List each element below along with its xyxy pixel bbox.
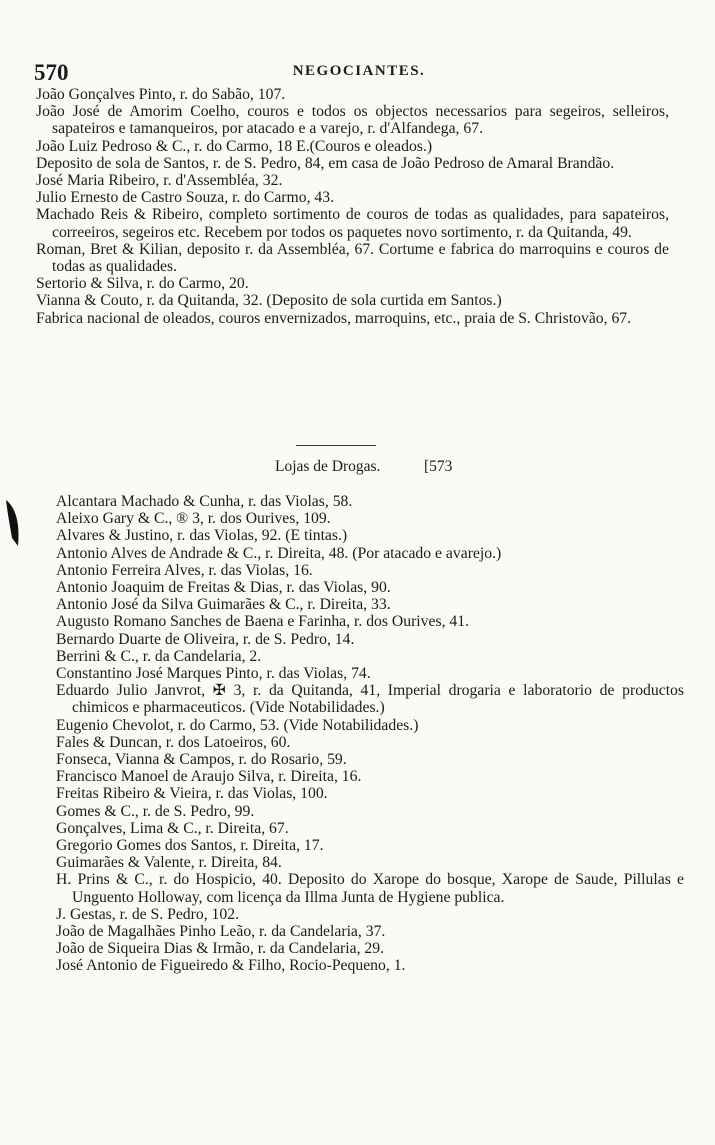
list-entry: João Luiz Pedroso & C., r. do Carmo, 18 E.(Couros e oleados.) — [36, 137, 433, 155]
merchant-list-section — [36, 86, 669, 327]
running-title: NEGOCIANTES. — [292, 63, 426, 79]
list-entry: João de Magalhães Pinho Leão, r. da Candelaria, 37. — [56, 923, 386, 941]
list-entry: Machado Reis & Ribeiro, completo sortimento de couros de todas as qualidades, para sapateiros, correeiros, segeiros etc. Recebem por todos os paquetes novo sortimento, r. da Quitanda, 49. — [36, 206, 669, 241]
list-entry: J. Gestas, r. de S. Pedro, 102. — [56, 905, 240, 923]
list-entry: Aleixo Gary & C., ® 3, r. dos Ourives, 109. — [56, 510, 331, 528]
list-entry: Francisco Manoel de Araujo Silva, r. Direita, 16. — [56, 768, 362, 786]
binding-shadow-mark — [4, 498, 22, 548]
list-entry: Freitas Ribeiro & Vieira, r. das Violas, 100. — [56, 785, 328, 803]
list-entry: João Gonçalves Pinto, r. do Sabão, 107. — [36, 86, 286, 103]
section-catchword: [573 — [424, 458, 453, 475]
list-entry: Alvares & Justino, r. das Violas, 92. (E tintas.) — [56, 527, 348, 545]
list-entry: Vianna & Couto, r. da Quitanda, 32. (Deposito de sola curtida em Santos.) — [36, 292, 502, 310]
list-entry: Berrini & C., r. da Candelaria, 2. — [56, 647, 262, 665]
list-entry: Fonseca, Vianna & Campos, r. do Rosario, 59. — [56, 751, 347, 769]
list-entry: Antonio Joaquim de Freitas & Dias, r. das Violas, 90. — [56, 579, 391, 597]
list-entry: Gregorio Gomes dos Santos, r. Direita, 17. — [56, 837, 324, 855]
list-entry: Antonio José da Silva Guimarães & C., r. Direita, 33. — [56, 596, 391, 614]
list-entry: João de Siqueira Dias & Irmão, r. da Candelaria, 29. — [56, 940, 385, 958]
list-entry: Fabrica nacional de oleados, couros envernizados, marroquins, etc., praia de S. Christovão, 67. — [36, 309, 632, 327]
list-entry: Sertorio & Silva, r. do Carmo, 20. — [36, 275, 249, 293]
list-entry: Fales & Duncan, r. dos Latoeiros, 60. — [56, 733, 291, 751]
list-entry: Guimarães & Valente, r. Direita, 84. — [56, 854, 282, 872]
section-title: Lojas de Drogas. — [275, 458, 381, 475]
list-entry: Alcantara Machado & Cunha, r. das Violas, 58. — [56, 493, 353, 510]
list-entry: Constantino José Marques Pinto, r. das Violas, 74. — [56, 665, 371, 683]
list-entry: Eduardo Julio Janvrot, ✠ 3, r. da Quitanda, 41, Imperial drogaria e laboratorio de productos chimicos e pharmaceuticos. (Vide Notabilidades.) — [56, 682, 684, 717]
list-entry: Antonio Ferreira Alves, r. das Violas, 16. — [56, 561, 313, 579]
list-entry: José Antonio de Figueiredo & Filho, Rocio-Pequeno, 1. — [56, 957, 406, 975]
list-entry: João José de Amorim Coelho, couros e todos os objectos necessarios para segeiros, selleiros, sapateiros e tamanqueiros, por atacado e a varejo, r. d'Alfandega, 67. — [36, 103, 669, 138]
list-entry: Roman, Bret & Kilian, deposito r. da Assembléa, 67. Cortume e fabrica do marroquins e couros de todas as qualidades. — [36, 240, 669, 276]
list-entry: Antonio Alves de Andrade & C., r. Direita, 48. (Por atacado e avarejo.) — [56, 544, 502, 562]
list-entry: José Maria Ribeiro, r. d'Assembléa, 32. — [36, 172, 283, 190]
page-header — [34, 60, 684, 86]
section-divider — [296, 445, 376, 446]
list-entry: Gomes & C., r. de S. Pedro, 99. — [56, 802, 255, 820]
drug-store-list-section — [56, 493, 684, 975]
list-entry: H. Prins & C., r. do Hospicio, 40. Deposito do Xarope do bosque, Xarope de Saude, Pillulas e Unguento Holloway, com licença da Illma Junta de Hygiene publica. — [56, 871, 684, 906]
list-entry: Julio Ernesto de Castro Souza, r. do Carmo, 43. — [36, 189, 335, 207]
list-entry: Eugenio Chevolot, r. do Carmo, 53. (Vide Notabilidades.) — [56, 716, 419, 734]
list-entry: Bernardo Duarte de Oliveira, r. de S. Pedro, 14. — [56, 630, 355, 648]
list-entry: Augusto Romano Sanches de Baena e Farinha, r. dos Ourives, 41. — [56, 613, 470, 631]
list-entry: Gonçalves, Lima & C., r. Direita, 67. — [56, 819, 289, 837]
page-number: 570 — [34, 60, 69, 85]
list-entry: Deposito de sola de Santos, r. de S. Pedro, 84, em casa de João Pedroso de Amaral Brandão. — [36, 154, 615, 172]
